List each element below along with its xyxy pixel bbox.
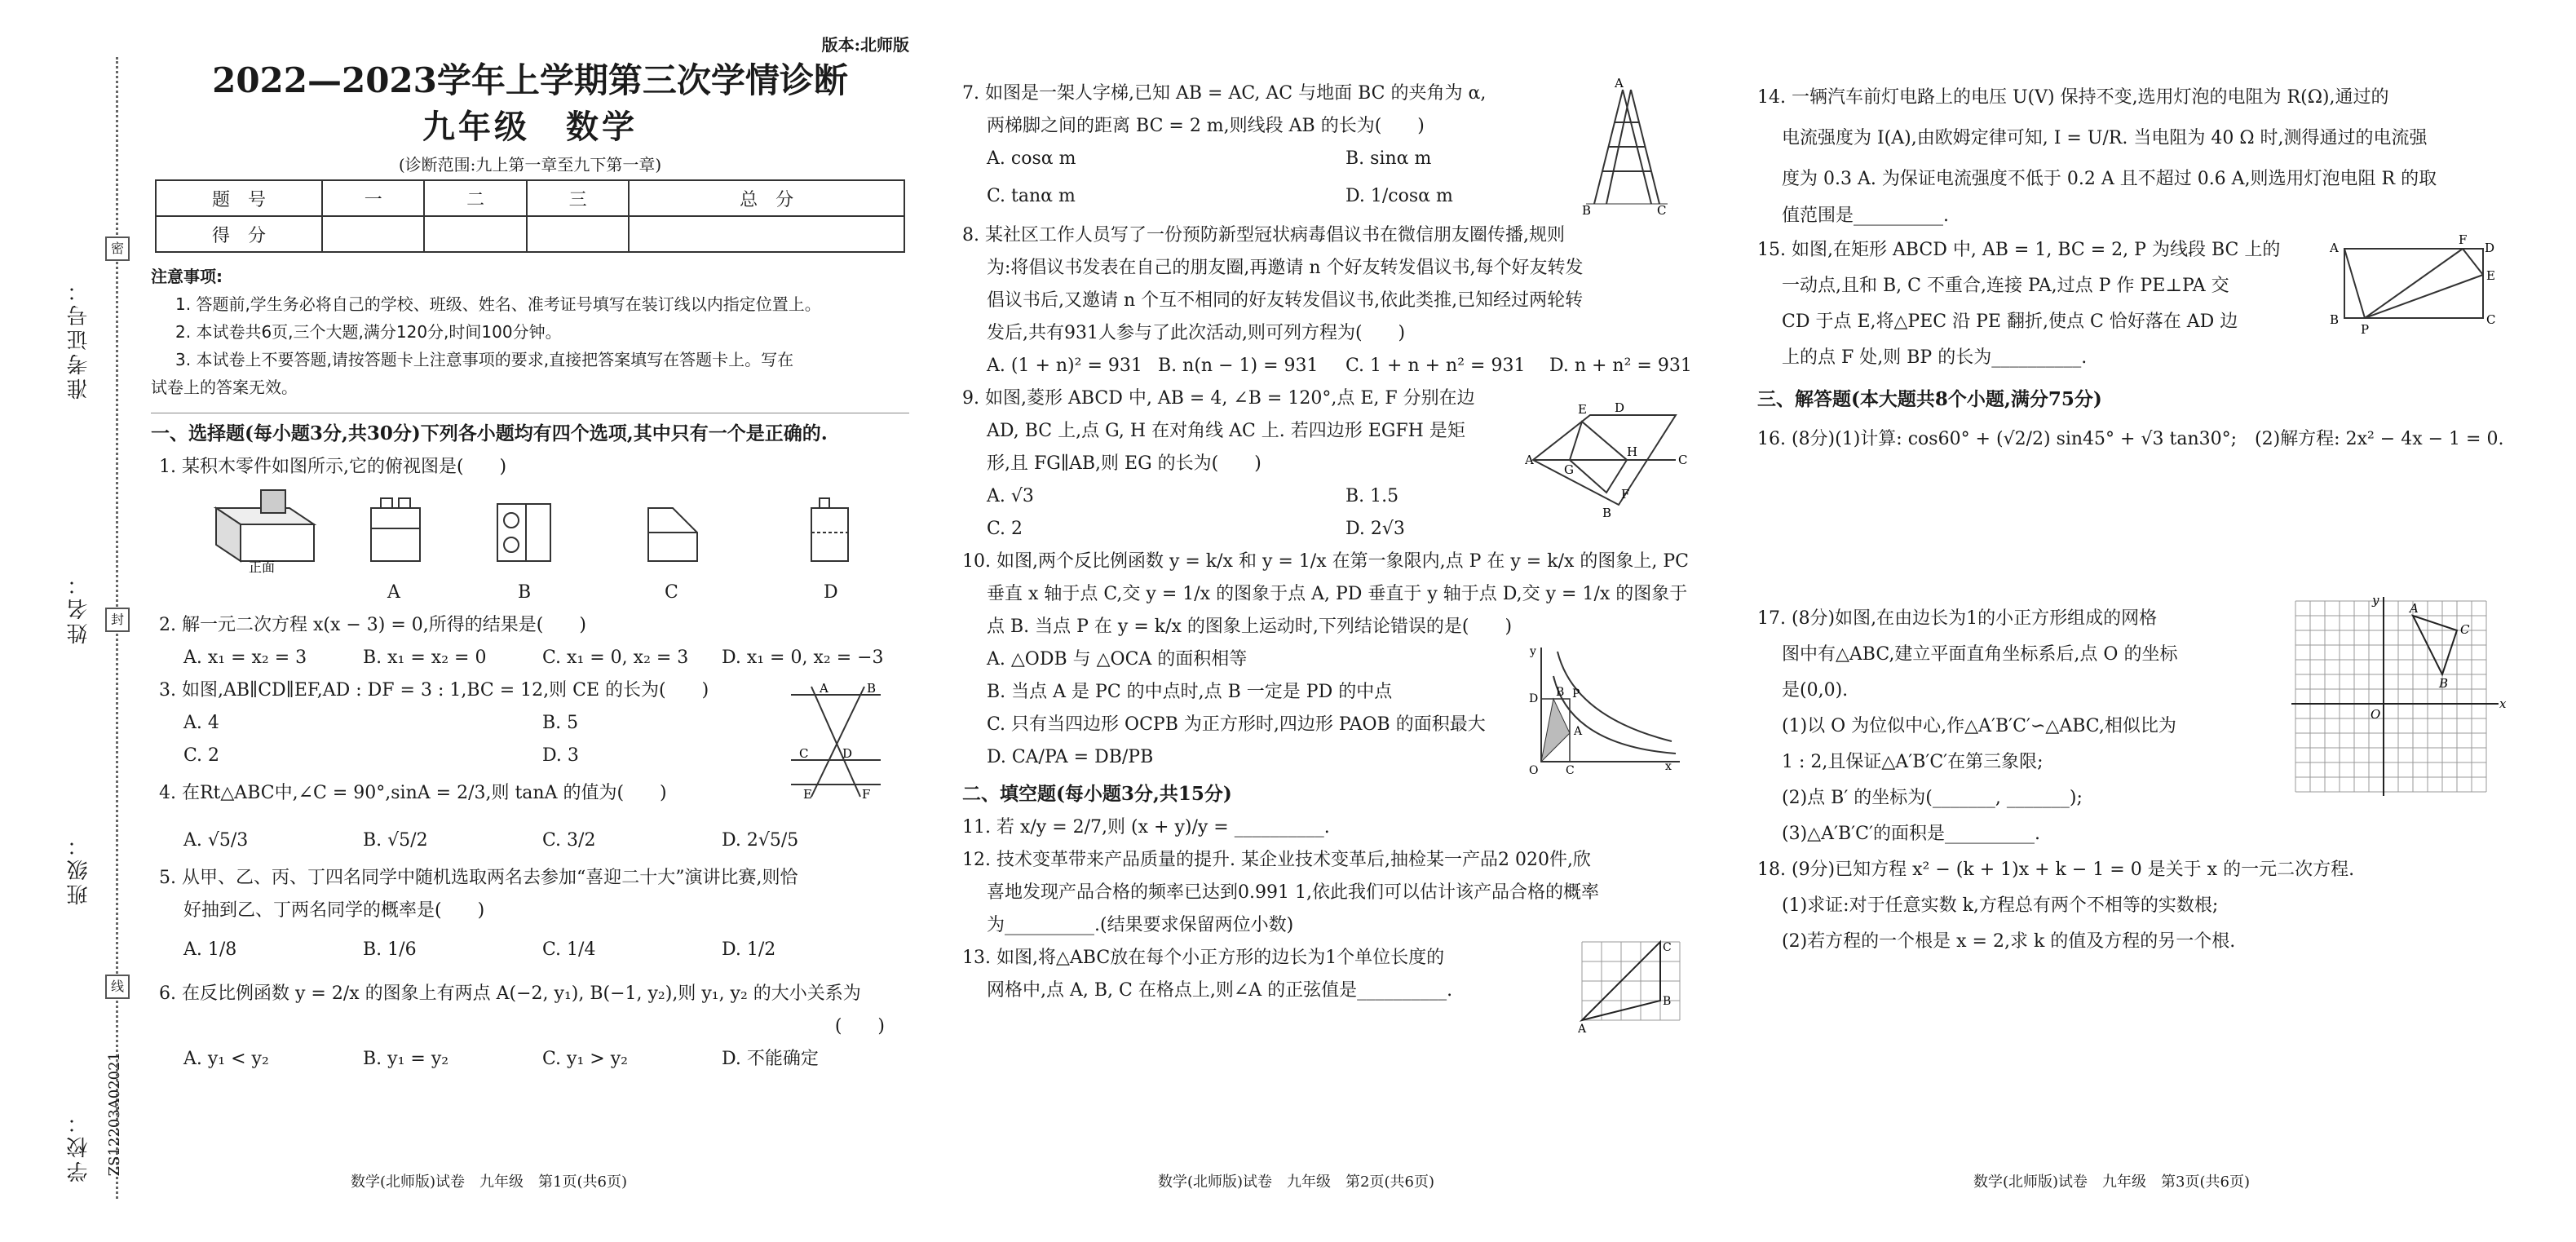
- q10-hyperbola-figure: [1525, 643, 1688, 774]
- svg-text:A: A: [1574, 725, 1583, 738]
- question-8-cont: 发后,共有931人参与了此次活动,则可列方程为( ): [987, 323, 1406, 343]
- option[interactable]: B. x₁ = x₂ = 0: [363, 648, 487, 668]
- score-cell[interactable]: [322, 216, 424, 252]
- table-cell: 一: [322, 180, 424, 216]
- option[interactable]: D. 不能确定: [722, 1049, 819, 1069]
- question-8-cont: 为:将倡议书发表在自己的朋友圈,再邀请 n 个好友转发倡议书,每个好友转发: [987, 258, 1584, 278]
- option[interactable]: C. 2: [987, 519, 1023, 539]
- seal-mark: 封: [105, 608, 130, 632]
- option[interactable]: B. n(n − 1) = 931: [1158, 356, 1319, 376]
- question-17-cont: 是(0,0).: [1782, 680, 1849, 701]
- score-cell[interactable]: [629, 216, 904, 252]
- page-1: [151, 33, 909, 1076]
- question-1: 1. 某积木零件如图所示,它的俯视图是( ): [159, 457, 507, 477]
- svg-text:F: F: [2459, 232, 2468, 247]
- svg-text:C: C: [2460, 622, 2470, 637]
- question-13-cont: 网格中,点 A, B, C 在格点上,则∠A 的正弦值是__________.: [987, 980, 1453, 1001]
- svg-text:A: A: [1525, 453, 1534, 467]
- question-6-paren: ( ): [834, 1016, 885, 1036]
- notes-title: 注意事项:: [151, 267, 223, 286]
- table-cell: 题 号: [156, 180, 322, 216]
- option[interactable]: A. √5/3: [183, 830, 249, 851]
- svg-text:D: D: [1529, 692, 1539, 705]
- option[interactable]: A. (1 + n)² = 931: [987, 356, 1142, 376]
- question-14-cont: 值范围是__________.: [1782, 206, 1949, 226]
- exam-title: 2022—2023学年上学期第三次学情诊断: [212, 60, 848, 100]
- paper-code: ZS12203A02021: [106, 1052, 123, 1177]
- question-11: 11. 若 x/y = 2/7,则 (x + y)/y = __________.: [962, 817, 1330, 838]
- question-4: 4. 在Rt△ABC中,∠C = 90°,sinA = 2/3,则 tanA 的值为( ): [159, 783, 667, 803]
- svg-text:F: F: [862, 787, 871, 802]
- table-cell: 三: [527, 180, 629, 216]
- option[interactable]: C. 只有当四边形 OCPB 为正方形时,四边形 PAOB 的面积最大: [987, 714, 1486, 735]
- version-label: 版本:北师版: [821, 35, 909, 55]
- section-3-title: 三、解答题(本大题共8个小题,满分75分): [1757, 388, 2102, 410]
- option[interactable]: A. △ODB 与 △OCA 的面积相等: [987, 649, 1248, 670]
- svg-text:C: C: [1657, 203, 1667, 216]
- option[interactable]: B. 5: [542, 713, 579, 733]
- svg-text:C: C: [1678, 453, 1688, 467]
- score-table: [155, 179, 905, 253]
- class-label: 班级：: [67, 832, 91, 905]
- exam-number-label: 准考证号：: [67, 277, 91, 400]
- option[interactable]: D. 1/cosα m: [1345, 186, 1453, 206]
- question-2: 2. 解一元二次方程 x(x − 3) = 0,所得的结果是( ): [159, 615, 586, 635]
- svg-text:E: E: [803, 787, 812, 802]
- option[interactable]: A. cosα m: [987, 148, 1076, 169]
- option[interactable]: D. 2√3: [1345, 519, 1405, 539]
- svg-text:O: O: [1529, 764, 1539, 774]
- option[interactable]: D. CA/PA = DB/PB: [987, 747, 1154, 767]
- option[interactable]: A. √3: [987, 486, 1034, 506]
- question-9: 9. 如图,菱形 ABCD 中, AB = 4, ∠B = 120°,点 E, F 分别在边: [962, 388, 1475, 409]
- notes: [151, 263, 909, 401]
- q6-options: [151, 1043, 909, 1076]
- page-2: [962, 77, 1712, 1036]
- note-item: 试卷上的答案无效。: [151, 378, 298, 397]
- question-18: 18. (9分)已知方程 x² − (k + 1)x + k − 1 = 0 是关于 x 的一元二次方程.: [1757, 860, 2355, 880]
- svg-text:B: B: [1556, 686, 1565, 699]
- q9-rhombus-figure: [1525, 399, 1688, 521]
- q5-options: [151, 934, 909, 966]
- option[interactable]: C. x₁ = 0, x₂ = 3: [542, 648, 689, 668]
- svg-text:P: P: [1572, 687, 1580, 701]
- question-14-cont: 电流强度为 I(A),由欧姆定律可知, I = U/R. 当电阻为 40 Ω 时,测得通过的电流强: [1782, 128, 2428, 148]
- question-17: 17. (8分)如图,在由边长为1的小正方形组成的网格: [1757, 608, 2158, 629]
- question-15-cont: 一动点,且和 B, C 不重合,连接 PA,过点 P 作 PE⊥PA 交: [1782, 276, 2229, 296]
- note-item: 3. 本试卷上不要答题,请按答题卡上注意事项的要求,直接把答案填写在答题卡上。写在: [175, 350, 794, 369]
- svg-text:E: E: [2486, 268, 2495, 283]
- svg-text:C: C: [2486, 312, 2496, 327]
- option[interactable]: A. x₁ = x₂ = 3: [183, 648, 307, 668]
- question-7-cont: 两梯脚之间的距离 BC = 2 m,则线段 AB 的长为( ): [987, 116, 1425, 136]
- table-cell: 总 分: [629, 180, 904, 216]
- seal-mark: 线: [105, 975, 130, 999]
- svg-text:D: D: [842, 746, 853, 761]
- question-14-cont: 度为 0.3 A. 为保证电流强度不低于 0.2 A 且不超过 0.6 A,则选用灯泡电阻 R 的取: [1782, 169, 2437, 189]
- svg-text:B: B: [2330, 312, 2340, 327]
- svg-text:G: G: [1564, 462, 1574, 477]
- question-18-part: (2)若方程的一个根是 x = 2,求 k 的值及方程的另一个根.: [1782, 931, 2236, 952]
- svg-text:B: B: [1663, 995, 1672, 1008]
- question-9-cont: AD, BC 上,点 G, H 在对角线 AC 上. 若四边形 EGFH 是矩: [987, 421, 1465, 441]
- svg-text:B: B: [2439, 676, 2449, 691]
- question-3: 3. 如图,AB∥CD∥EF,AD : DF = 3 : 1,BC = 12,则 CE 的长为( ): [159, 680, 709, 701]
- svg-text:A: A: [1615, 77, 1624, 91]
- option-a-figure: [371, 498, 420, 561]
- question-12: 12. 技术变革带来产品质量的提升. 某企业技术变革后,抽检某一产品2 020件,欣: [962, 850, 1591, 870]
- svg-text:P: P: [2361, 322, 2370, 337]
- question-10-cont: 垂直 x 轴于点 C,交 y = 1/x 的图象于点 A, PD 垂直于 y 轴于点 D,交 y = 1/x 的图象于: [987, 584, 1688, 604]
- question-18-part: (1)求证:对于任意实数 k,方程总有两个不相等的实数根;: [1782, 895, 2219, 916]
- svg-text:y: y: [1530, 645, 1536, 658]
- q17-coordinate-grid: [2279, 593, 2524, 805]
- option[interactable]: B. √5/2: [363, 830, 428, 851]
- q13-grid-figure: [1578, 938, 1684, 1036]
- question-17-part: (3)△A′B′C′的面积是__________.: [1782, 824, 2040, 844]
- question-16: 16. (8分)(1)计算: cos60° + (√2/2) sin45° + √3 tan30°; (2)解方程: 2x² − 4x − 1 = 0.: [1757, 429, 2504, 449]
- option-label: B: [518, 582, 532, 603]
- svg-text:A: A: [2330, 241, 2339, 255]
- name-label: 姓名：: [67, 571, 91, 644]
- question-15-cont: 上的点 F 处,则 BP 的长为__________.: [1782, 347, 2088, 368]
- option[interactable]: B. sinα m: [1345, 148, 1432, 169]
- page-3-footer: 数学(北师版)试卷 九年级 第3页(共6页): [1973, 1173, 2250, 1191]
- option[interactable]: B. y₁ = y₂: [363, 1049, 449, 1069]
- option[interactable]: B. 1/6: [363, 939, 417, 960]
- q3-parallel-lines-figure: [787, 683, 885, 805]
- question-17-part: 1 : 2,且保证△A′B′C′在第三象限;: [1782, 752, 2044, 772]
- question-8-cont: 倡议书后,又邀请 n 个互不相同的好友转发倡议书,依此类推,已知经过两轮转: [987, 290, 1584, 311]
- option-b-figure: [497, 504, 550, 561]
- question-6: 6. 在反比例函数 y = 2/x 的图象上有两点 A(−2, y₁), B(−1, y₂),则 y₁, y₂ 的大小关系为: [159, 983, 861, 1004]
- front-label: 正面: [249, 559, 276, 573]
- exam-subtitle: 九年级 数学: [422, 108, 638, 146]
- exam-scope: (诊断范围:九上第一章至九下第一章): [398, 155, 662, 175]
- question-5-cont: 好抽到乙、丁两名同学的概率是( ): [183, 900, 485, 921]
- q7-ladder-figure: [1582, 77, 1672, 216]
- score-cell[interactable]: [424, 216, 526, 252]
- q8-options: [962, 350, 1712, 382]
- question-17-part: (1)以 O 为位似中心,作△A′B′C′∽△ABC,相似比为: [1782, 716, 2176, 736]
- svg-text:A: A: [820, 683, 828, 696]
- question-14: 14. 一辆汽车前灯电路上的电压 U(V) 保持不变,选用灯泡的电阻为 R(Ω),通过的: [1757, 87, 2389, 108]
- section-1-title: 一、选择题(每小题3分,共30分)下列各小题均有四个选项,其中只有一个是正确的.: [151, 422, 828, 444]
- q2-options: [151, 642, 909, 674]
- svg-text:B: B: [1582, 203, 1592, 216]
- q1-figures: [151, 484, 901, 573]
- svg-text:A: A: [2410, 601, 2419, 616]
- option-label: D: [824, 582, 838, 603]
- page-3: [1757, 77, 2532, 960]
- school-label: 学校：: [67, 1109, 91, 1182]
- question-9-cont: 形,且 FG∥AB,则 EG 的长为( ): [987, 453, 1261, 474]
- question-10: 10. 如图,两个反比例函数 y = k/x 和 y = 1/x 在第一象限内,点 P 在 y = k/x 的图象上, PC: [962, 551, 1690, 572]
- svg-text:D: D: [2485, 241, 2495, 255]
- option[interactable]: D. x₁ = 0, x₂ = −3: [722, 648, 884, 668]
- seal-mark: 密: [105, 236, 130, 261]
- option-c-figure: [648, 508, 697, 561]
- q1-options: [151, 577, 909, 609]
- page-1-footer: 数学(北师版)试卷 九年级 第1页(共6页): [351, 1173, 627, 1191]
- option[interactable]: C. 1/4: [542, 939, 596, 960]
- svg-text:B: B: [1602, 506, 1612, 520]
- option[interactable]: D. 2√5/5: [722, 830, 799, 851]
- svg-text:A: A: [1578, 1023, 1587, 1036]
- svg-text:F: F: [1621, 487, 1630, 502]
- svg-text:C: C: [799, 746, 809, 761]
- question-17-cont: 图中有△ABC,建立平面直角坐标系后,点 O 的坐标: [1782, 644, 2178, 665]
- note-item: 1. 答题前,学生务必将自己的学校、班级、姓名、准考证号填写在装订线以内指定位置上。: [175, 294, 821, 314]
- question-8: 8. 某社区工作人员写了一份预防新型冠状病毒倡议书在微信朋友圈传播,规则: [962, 225, 1565, 245]
- table-cell: 得 分: [156, 216, 322, 252]
- q15-rectangle-figure: [2328, 232, 2499, 338]
- option[interactable]: B. 1.5: [1345, 486, 1399, 506]
- option-label: C: [665, 582, 678, 603]
- note-item: 2. 本试卷共6页,三个大题,满分120分,时间100分钟。: [175, 322, 562, 342]
- svg-text:x: x: [2499, 696, 2507, 711]
- option[interactable]: D. n + n² = 931: [1549, 356, 1692, 376]
- svg-text:H: H: [1627, 444, 1638, 459]
- option[interactable]: C. 1 + n + n² = 931: [1345, 356, 1526, 376]
- table-cell: 二: [424, 180, 526, 216]
- question-7: 7. 如图是一架人字梯,已知 AB = AC, AC 与地面 BC 的夹角为 α,: [962, 83, 1487, 104]
- option[interactable]: D. 1/2: [722, 939, 776, 960]
- option[interactable]: C. y₁ > y₂: [542, 1049, 628, 1069]
- option[interactable]: A. 4: [183, 713, 219, 733]
- option[interactable]: A. y₁ < y₂: [183, 1049, 269, 1069]
- svg-text:C: C: [1566, 764, 1575, 774]
- option[interactable]: A. 1/8: [183, 939, 237, 960]
- block-3d-figure: [216, 490, 314, 573]
- svg-text:x: x: [1665, 760, 1672, 773]
- option-label: A: [387, 582, 400, 603]
- option[interactable]: C. 2: [183, 745, 220, 766]
- q4-options: [151, 824, 909, 857]
- svg-text:y: y: [2372, 593, 2379, 608]
- option-d-figure: [811, 498, 848, 561]
- svg-text:O: O: [2371, 707, 2381, 722]
- question-10-cont: 点 B. 当点 P 在 y = k/x 的图象上运动时,下列结论错误的是( ): [987, 617, 1513, 637]
- question-15-cont: CD 于点 E,将△PEC 沿 PE 翻折,使点 C 恰好落在 AD 边: [1782, 312, 2238, 332]
- question-17-part: (2)点 B′ 的坐标为(_______, _______);: [1782, 788, 2083, 808]
- question-12-cont: 喜地发现产品合格的频率已达到0.991 1,依此我们可以估计该产品合格的概率: [987, 882, 1599, 903]
- option[interactable]: D. 3: [542, 745, 579, 766]
- question-12-cont: 为__________.(结果要求保留两位小数): [987, 915, 1294, 935]
- section-2-title: 二、填空题(每小题3分,共15分): [962, 783, 1232, 805]
- svg-text:D: D: [1615, 400, 1625, 415]
- page-2-footer: 数学(北师版)试卷 九年级 第2页(共6页): [1158, 1173, 1434, 1191]
- option[interactable]: C. tanα m: [987, 186, 1076, 206]
- svg-text:C: C: [1663, 941, 1672, 954]
- question-13: 13. 如图,将△ABC放在每个小正方形的边长为1个单位长度的: [962, 948, 1445, 968]
- question-5: 5. 从甲、乙、丙、丁四名同学中随机选取两名去参加“喜迎二十大”演讲比赛,则恰: [159, 868, 798, 888]
- svg-text:E: E: [1578, 402, 1587, 417]
- option[interactable]: B. 当点 A 是 PC 的中点时,点 B 一定是 PD 的中点: [987, 682, 1393, 702]
- question-15: 15. 如图,在矩形 ABCD 中, AB = 1, BC = 2, P 为线段 BC 上的: [1757, 240, 2281, 260]
- option[interactable]: C. 3/2: [542, 830, 596, 851]
- svg-text:B: B: [867, 683, 877, 696]
- score-cell[interactable]: [527, 216, 629, 252]
